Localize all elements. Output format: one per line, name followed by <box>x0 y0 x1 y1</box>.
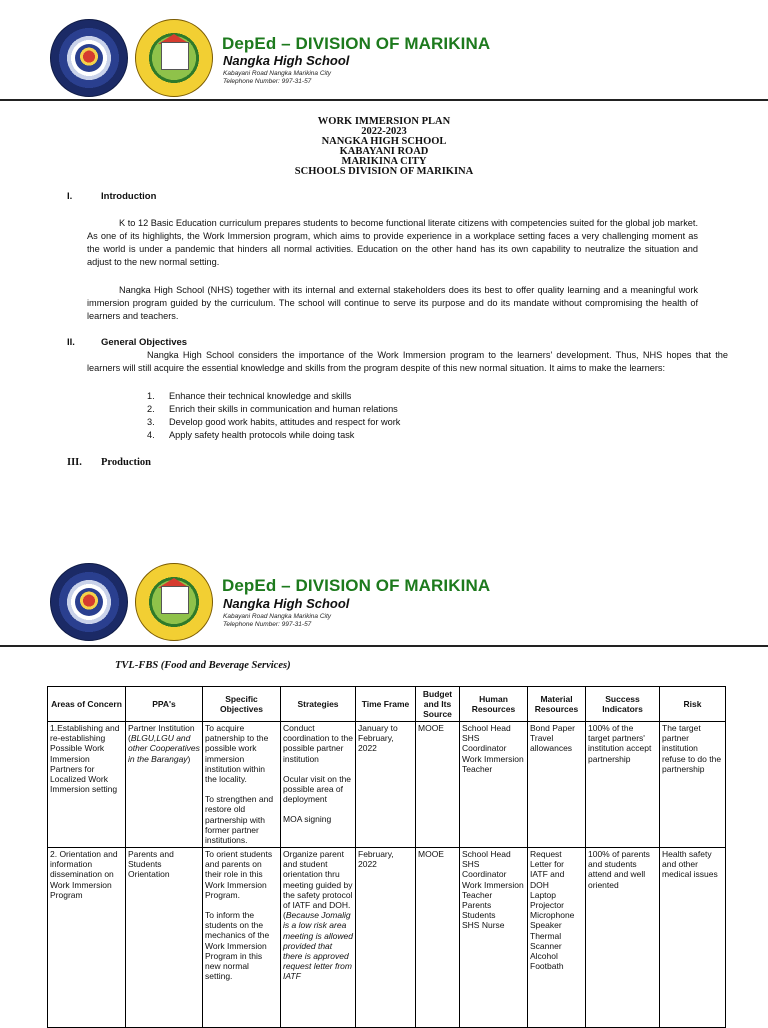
intro-paragraph-2 <box>87 284 698 323</box>
table-row <box>48 722 726 848</box>
document-title <box>0 117 768 177</box>
table-cell: Health safety and other medical issues <box>660 848 726 1028</box>
program-title: TVL-FBS (Food and Beverage Services) <box>115 660 291 671</box>
list-item: 4. Apply safety health protocols while doing task <box>147 430 355 440</box>
table-cell: School Head SHS Coordinator Work Immersion Teacher Parents Students SHS Nurse <box>460 848 528 1028</box>
table-cell: 2. Orientation and information dissemination on Work Immersion Program <box>48 848 126 1028</box>
table-cell: February, 2022 <box>356 848 416 1028</box>
section-number: I. <box>67 191 73 202</box>
table-cell: The target partner institution refuse to do the partnership <box>660 722 726 848</box>
school-address: Kabayani Road Nangka Marikina City <box>223 613 332 620</box>
column-header: Human Resources <box>460 687 528 722</box>
deped-seal-logo <box>50 19 128 97</box>
division-title: DepEd – DIVISION OF MARIKINA <box>222 34 491 53</box>
column-header: Areas of Concern <box>48 687 126 722</box>
column-header: Success Indicators <box>586 687 660 722</box>
letterhead-page-2 <box>0 558 768 658</box>
title-line: SCHOOLS DIVISION OF MARIKINA <box>294 166 474 177</box>
list-item: 2. Enrich their skills in communication and human relations <box>147 404 398 414</box>
division-title: DepEd – DIVISION OF MARIKINA <box>222 576 491 595</box>
table-cell: To acquire patnership to the possible work immersion institution within the locality. To strengthen and restore old partnership with former partner institutions. <box>203 722 281 848</box>
intro-text: K to 12 Basic Education curriculum prepares students to become functional literate citizens with competencies suited for the global job market. As one of its highlights, the Work Immersion program, which aims to provide experience in a workplace setting faces a very challenging moment as the world is under a pandemic that hinders all normal activities. Education on the other hand has its own capability to neutralize the situation and adjust to the new normal setting. <box>87 218 698 267</box>
table-cell: Request Letter for IATF and DOH Laptop Projector Microphone Speaker Thermal Scanner Alcohol Footbath <box>528 848 586 1028</box>
table-cell: Bond Paper Travel allowances <box>528 722 586 848</box>
objectives-paragraph <box>87 349 728 375</box>
column-header: Specific Objectives <box>203 687 281 722</box>
header-divider <box>0 645 768 647</box>
title-line: KABAYANI ROAD <box>339 146 429 157</box>
title-line: NANGKA HIGH SCHOOL <box>321 136 447 147</box>
section-number: III. <box>67 457 82 468</box>
list-item: 1. Enhance their technical knowledge and skills <box>147 391 352 401</box>
section-title: Introduction <box>101 191 157 202</box>
section-title: Production <box>101 457 151 468</box>
table-cell: Parents and Students Orientation <box>126 848 203 1028</box>
objectives-list <box>147 390 400 442</box>
column-header: Risk <box>660 687 726 722</box>
header-divider <box>0 99 768 101</box>
column-header: Time Frame <box>356 687 416 722</box>
table-cell: To orient students and parents on their role in this Work Immersion Program. To inform the students on the mechanics of the Work Immersion Program in this new normal setting. <box>203 848 281 1028</box>
school-telephone: Telephone Number: 997-31-57 <box>223 621 312 628</box>
section-title: General Objectives <box>101 337 188 348</box>
table-cell: Conduct coordination to the possible partner institution Ocular visit on the possible area of deployment MOA signing <box>281 722 356 848</box>
school-telephone: Telephone Number: 997-31-57 <box>223 78 312 85</box>
column-header: Material Resources <box>528 687 586 722</box>
school-address: Kabayani Road Nangka Marikina City <box>223 70 332 77</box>
school-name: Nangka High School <box>223 53 350 68</box>
letterhead-top <box>0 0 768 100</box>
table-cell: Organize parent and student orientation thru meeting guided by the safety protocol of IATF and DOH. (Because Jomalig is a low risk area meeting is allowed provided that there is approved request letter from IATF <box>281 848 356 1028</box>
title-line: 2022-2023 <box>361 126 407 137</box>
table-row <box>48 848 726 1028</box>
intro-paragraph-1 <box>87 217 698 269</box>
intro-text: Nangka High School (NHS) together with its internal and external stakeholders does its best to offer quality learning and a meaningful work immersion program guided by the curriculum. The school will continue to serve its purpose and do its mandate without compromising the health of learners and teachers. <box>87 285 698 321</box>
nhs-seal-logo <box>135 19 213 97</box>
school-name: Nangka High School <box>223 596 350 611</box>
deped-seal-logo <box>50 563 128 641</box>
table-cell: MOOE <box>416 848 460 1028</box>
table-cell: 100% of parents and students attend and well oriented <box>586 848 660 1028</box>
table-cell: January to February, 2022 <box>356 722 416 848</box>
objectives-text: Nangka High School considers the importance of the Work Immersion program to the learners' development. Thus, NHS hopes that the learners will still acquire the essential knowledge and skills from the program despite of this new normal situation. It aims to make the learners: <box>87 350 728 373</box>
table-cell: School Head SHS Coordinator Work Immersion Teacher <box>460 722 528 848</box>
title-line: MARIKINA CITY <box>341 156 427 167</box>
nhs-seal-logo <box>135 563 213 641</box>
column-header: Strategies <box>281 687 356 722</box>
table-cell: 100% of the target partners' institution accept partnership <box>586 722 660 848</box>
table-cell: 1.Establishing and re-establishing Possible Work Immersion Partners for Localized Work Immersion setting <box>48 722 126 848</box>
table-cell: Partner Institution (BLGU,LGU and other Cooperatives in the Barangay) <box>126 722 203 848</box>
column-header: Budget and Its Source <box>416 687 460 722</box>
section-number: II. <box>67 337 75 348</box>
column-header: PPA's <box>126 687 203 722</box>
work-immersion-plan-table <box>47 686 726 1028</box>
title-line: WORK IMMERSION PLAN <box>317 116 451 127</box>
table-cell: MOOE <box>416 722 460 848</box>
table-header-row <box>48 687 726 722</box>
list-item: 3. Develop good work habits, attitudes and respect for work <box>147 417 401 427</box>
